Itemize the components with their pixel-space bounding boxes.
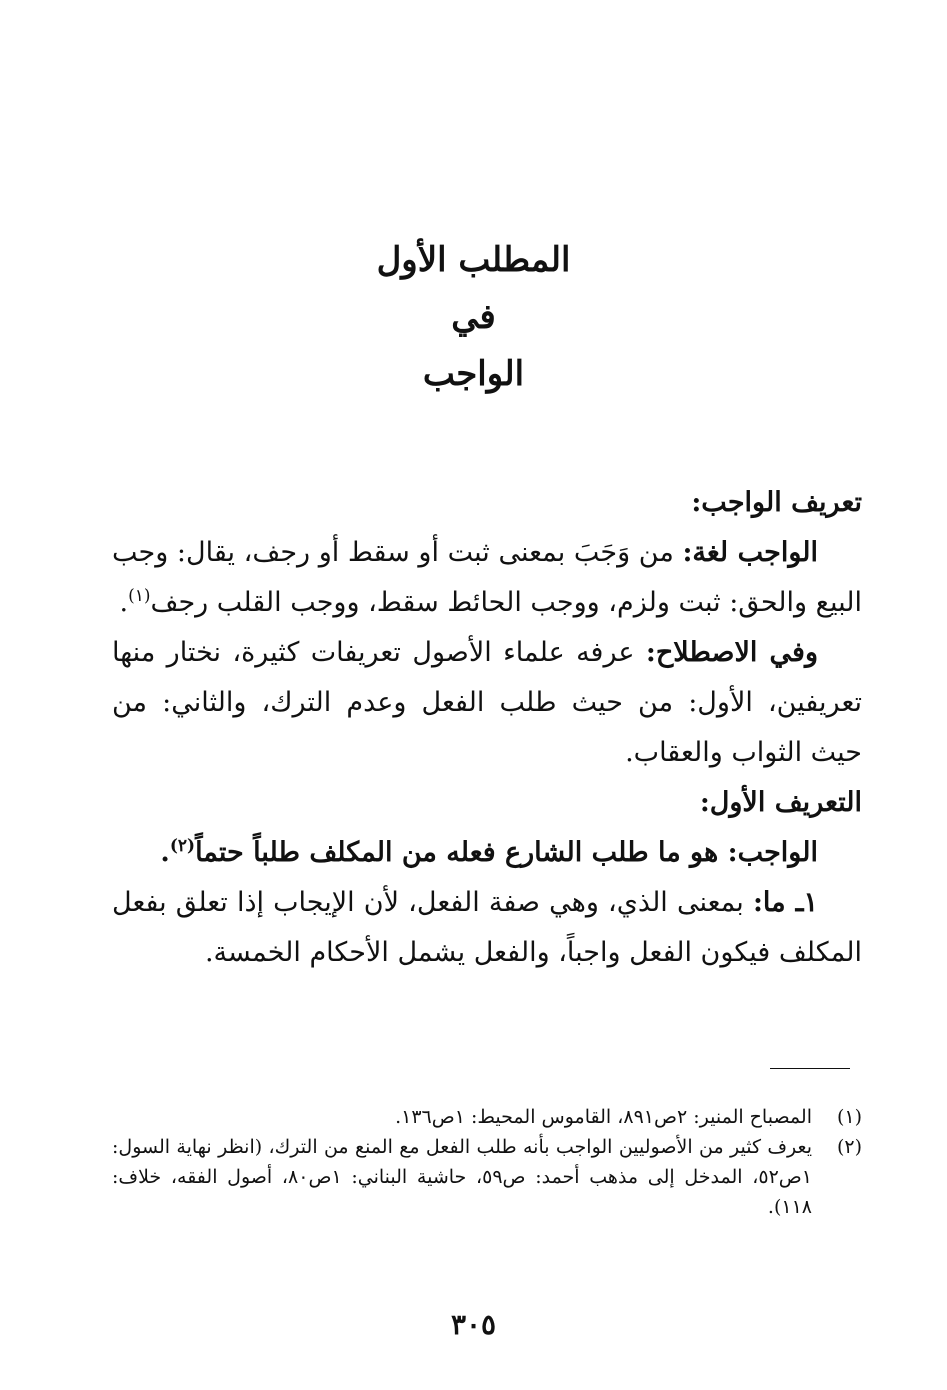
main-text xyxy=(112,478,862,978)
paragraph-point-1 xyxy=(112,878,862,978)
footnote-divider xyxy=(770,1068,850,1069)
footnote-number: (١) xyxy=(836,1106,862,1128)
footnote-ref-2[interactable]: (٢) xyxy=(169,836,196,856)
first-definition-heading: التعريف الأول: xyxy=(699,787,862,818)
title-line-1: المطلب الأول xyxy=(376,240,571,280)
title-line-3: الواجب xyxy=(422,354,525,394)
footnote-ref-1[interactable]: (١) xyxy=(128,586,151,606)
paragraph-label: ١ـ ما: xyxy=(752,887,818,918)
section-heading: تعريف الواجب: xyxy=(691,487,862,518)
definition-statement xyxy=(112,828,862,878)
footnote-number: (٢) xyxy=(836,1136,862,1158)
paragraph-text: من وَجَبَ بمعنى ثبت أو سقط أو رجف، يقال: وجب البيع والحق: ثبت ولزم، ووجب الحائط سقط، ووجب القلب رجف xyxy=(112,537,862,618)
footnote-2 xyxy=(112,1132,862,1222)
footnote-text: المصباح المنير: ٢ص٨٩١، القاموس المحيط: ١ص١٣٦. xyxy=(395,1106,812,1128)
paragraph-label: الواجب لغة: xyxy=(682,537,818,568)
title-line-2: في xyxy=(451,297,496,337)
page-number: ٣٠٥ xyxy=(450,1308,497,1341)
paragraph-label: وفي الاصطلاح: xyxy=(645,637,818,668)
definition-text: الواجب: هو ما طلب الشارع فعله من المكلف طلباً حتماً xyxy=(195,837,818,868)
paragraph-text: عرفه علماء الأصول تعريفات كثيرة، نختار منها تعريفين، الأول: من حيث طلب الفعل وعدم الترك، والثاني: من حيث الثواب والعقاب. xyxy=(112,637,862,768)
footnotes xyxy=(112,1102,862,1222)
footnote-1 xyxy=(112,1102,862,1132)
definition-end: . xyxy=(160,837,170,868)
chapter-title-block xyxy=(0,232,947,403)
paragraph-text: بمعنى الذي، وهي صفة الفعل، لأن الإيجاب إذا تعلق بفعل المكلف فيكون الفعل واجباً، والفعل يشمل الأحكام الخمسة. xyxy=(112,887,862,968)
footnote-text: يعرف كثير من الأصوليين الواجب بأنه طلب الفعل مع المنع من الترك، (انظر نهاية السول: ١ص٥٢، المدخل إلى مذهب أحمد: ص٥٩، حاشية البناني: ١ص٨٠، أصول الفقه، خلاف: ١١٨). xyxy=(112,1136,812,1218)
paragraph-technical-definition xyxy=(112,628,862,778)
paragraph-linguistic-definition xyxy=(112,528,862,628)
paragraph-end: . xyxy=(119,587,129,618)
